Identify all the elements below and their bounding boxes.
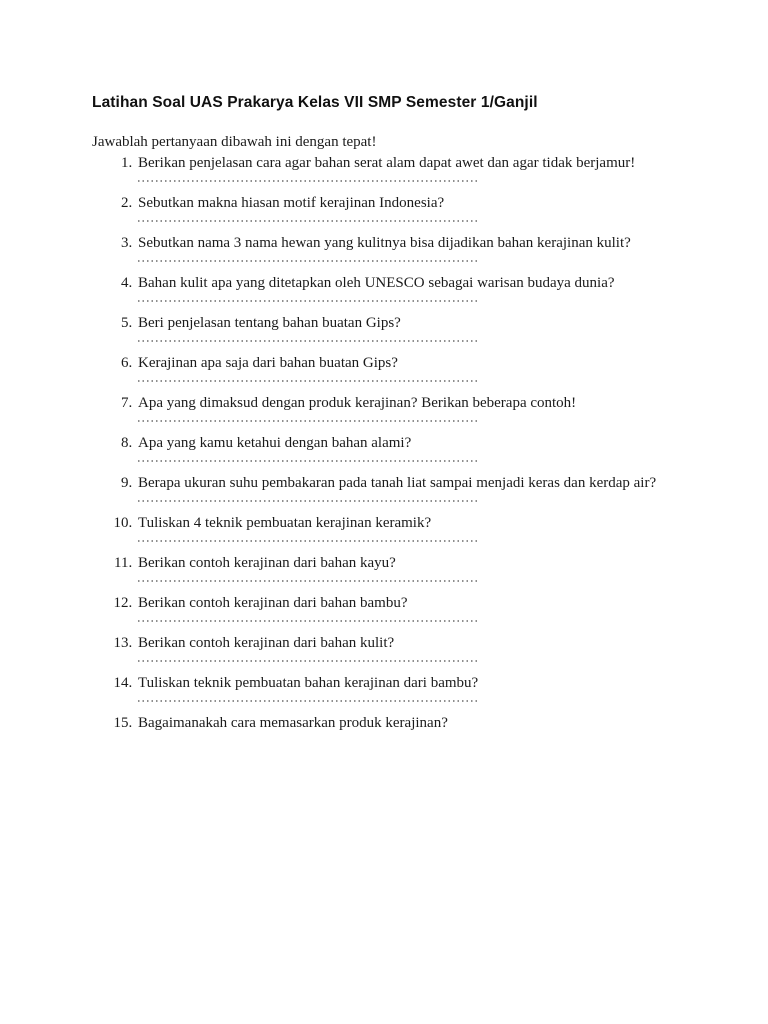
question-item	[136, 634, 708, 662]
question-text: 14. Tuliskan teknik pembuatan bahan kerajinan dari bambu?	[138, 675, 479, 691]
question-text: 11. Berikan contoh kerajinan dari bahan kayu?	[138, 555, 396, 571]
question-text: 6. Kerajinan apa saja dari bahan buatan Gips?	[138, 355, 398, 371]
question-list	[92, 154, 708, 733]
question-item	[136, 194, 708, 222]
answer-line	[138, 700, 479, 702]
question-item	[136, 234, 708, 262]
answer-line	[138, 340, 479, 342]
answer-line	[138, 260, 479, 262]
answer-line	[138, 420, 479, 422]
answer-line	[138, 380, 479, 382]
question-text: 3. Sebutkan nama 3 nama hewan yang kulitnya bisa dijadikan bahan kerajinan kulit?	[138, 235, 631, 251]
question-text: 13. Berikan contoh kerajinan dari bahan kulit?	[138, 635, 395, 651]
answer-line	[138, 220, 479, 222]
answer-line	[138, 660, 479, 662]
question-item	[136, 474, 708, 502]
question-text: 9. Berapa ukuran suhu pembakaran pada tanah liat sampai menjadi keras dan kerdap air?	[138, 475, 657, 491]
answer-line	[138, 620, 479, 622]
question-item	[136, 554, 708, 582]
question-item	[136, 314, 708, 342]
question-text: 4. Bahan kulit apa yang ditetapkan oleh UNESCO sebagai warisan budaya dunia?	[138, 275, 615, 291]
page-title: Latihan Soal UAS Prakarya Kelas VII SMP Semester 1/Ganjil	[92, 94, 538, 111]
question-item	[136, 594, 708, 622]
question-item	[136, 714, 708, 733]
question-item	[136, 514, 708, 542]
question-text: 10. Tuliskan 4 teknik pembuatan kerajinan keramik?	[138, 515, 432, 531]
question-text: 8. Apa yang kamu ketahui dengan bahan alami?	[138, 435, 412, 451]
question-text: 1. Berikan penjelasan cara agar bahan serat alam dapat awet dan agar tidak berjamur!	[138, 155, 636, 171]
answer-line	[138, 460, 479, 462]
question-text: 7. Apa yang dimaksud dengan produk kerajinan? Berikan beberapa contoh!	[138, 395, 577, 411]
question-item	[136, 154, 708, 182]
answer-line	[138, 500, 479, 502]
question-text: 2. Sebutkan makna hiasan motif kerajinan Indonesia?	[138, 195, 445, 211]
question-text: 12. Berikan contoh kerajinan dari bahan bambu?	[138, 595, 408, 611]
question-text: 5. Beri penjelasan tentang bahan buatan Gips?	[138, 315, 401, 331]
question-item	[136, 434, 708, 462]
question-item	[136, 274, 708, 302]
question-item	[136, 674, 708, 702]
instruction-text: Jawablah pertanyaan dibawah ini dengan tepat!	[92, 134, 377, 150]
answer-line	[138, 580, 479, 582]
answer-line	[138, 540, 479, 542]
question-item	[136, 394, 708, 422]
answer-line	[138, 180, 479, 182]
question-item	[136, 354, 708, 382]
answer-line	[138, 300, 479, 302]
question-text: 15. Bagaimanakah cara memasarkan produk kerajinan?	[138, 715, 448, 731]
